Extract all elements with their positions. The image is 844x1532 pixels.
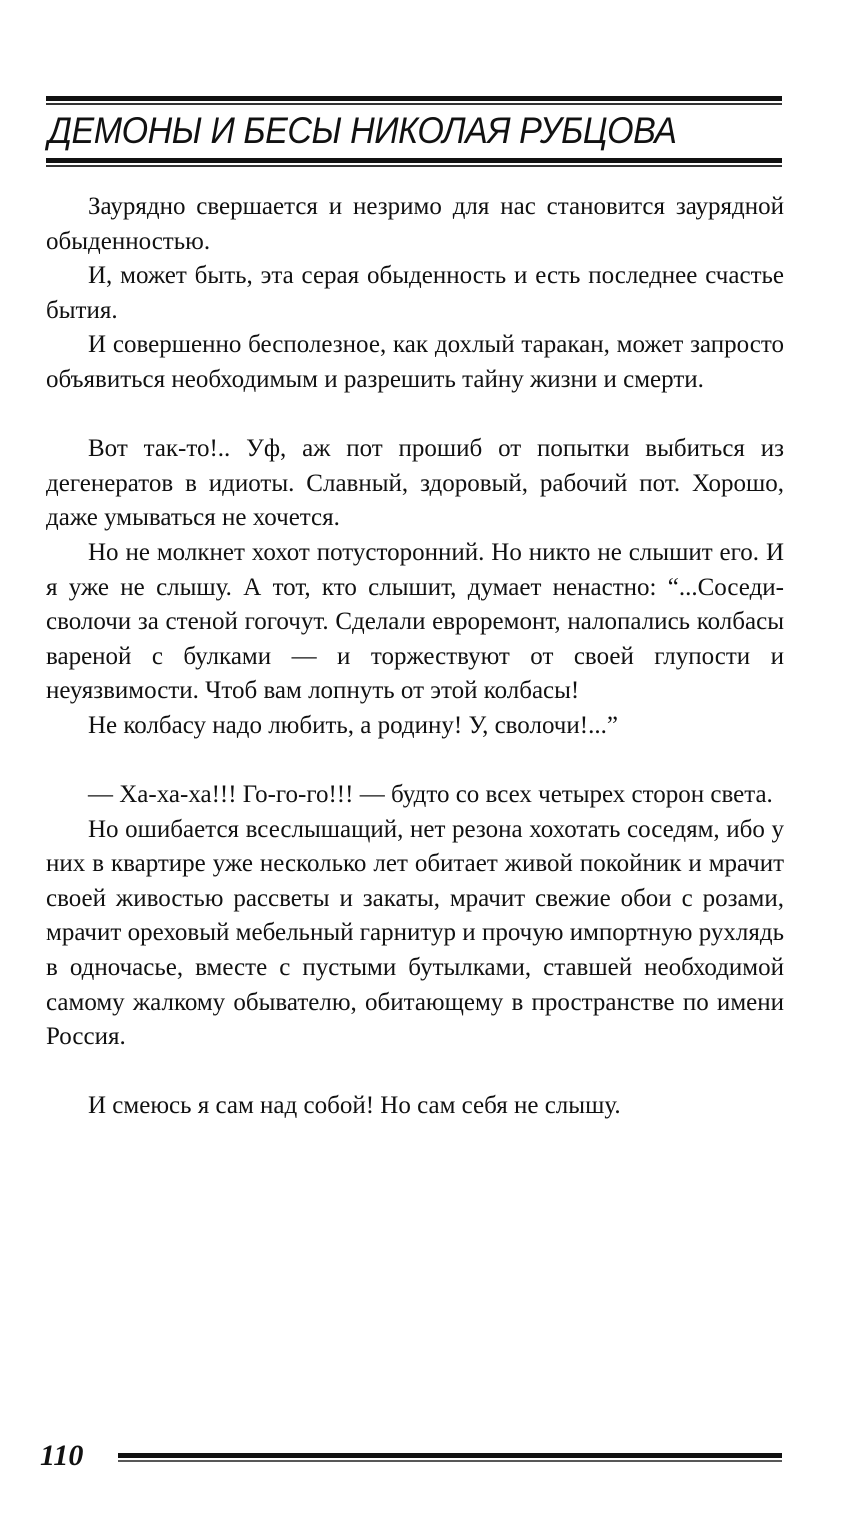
footer-rule [118,1453,782,1458]
paragraph: — Ха-ха-ха!!! Го-го-го!!! — будто со всех четырех сторон света. [88,781,773,809]
header-rule-top-thin [46,103,782,105]
paragraph: И смеюсь я сам над собой! Но сам себя не слышу. [88,1092,621,1120]
paragraph: Заурядно свершается и незримо для нас становится заурядной обыденностью. [46,193,784,255]
footer-rule-thin [118,1460,782,1462]
header-rule-bottom-thin [46,165,782,167]
section-gap [46,398,784,433]
header-rule-bottom [46,158,782,163]
running-title: ДЕМОНЫ И БЕСЫ НИКОЛАЯ РУБЦОВА [48,110,677,151]
section-gap [46,744,784,779]
page-number: 110 [40,1439,84,1472]
paragraph: Но не молкнет хохот потусторонний. Но никто не слышит его. И я уже не слышу. А тот, кто слышит, думает ненастно: “...Соседи-сволочи за стеной гогочут. Сделали евроремонт, налопались колбасы вареной с булками — и торжествуют от своей глупости и неуязвимости. Чтоб вам лопнуть от этой колбасы! [46,538,784,705]
paragraph: Не колбасу надо любить, а родину! У, сволочи!...” [88,711,618,739]
header-rule-top [46,96,782,101]
section-gap [46,1055,784,1090]
paragraph: И, может быть, эта серая обыденность и есть последнее счастье бытия. [46,262,784,324]
paragraph: И совершенно бесполезное, как дохлый таракан, может запросто объявиться необходимым и разрешить тайну жизни и смерти. [46,331,784,393]
body-text [46,190,784,1124]
paragraph: Но ошибается всеслышащий, нет резона хохотать соседям, ибо у них в квартире уже несколько лет обитает живой покойник и мрачит своей живостью рассветы и закаты, мрачит свежие обои с розами, мрачит ореховый мебельный гарнитур и прочую импортную рухлядь в одночасье, вместе с пустыми бутылками, ставшей необходимой самому жалкому обывателю, обитающему в пространстве по имени Россия. [46,815,784,1051]
paragraph: Вот так-то!.. Уф, аж пот прошиб от попытки выбиться из дегенератов в идиоты. Славный, здоровый, рабочий пот. Хорошо, даже умываться не хочется. [46,435,784,532]
